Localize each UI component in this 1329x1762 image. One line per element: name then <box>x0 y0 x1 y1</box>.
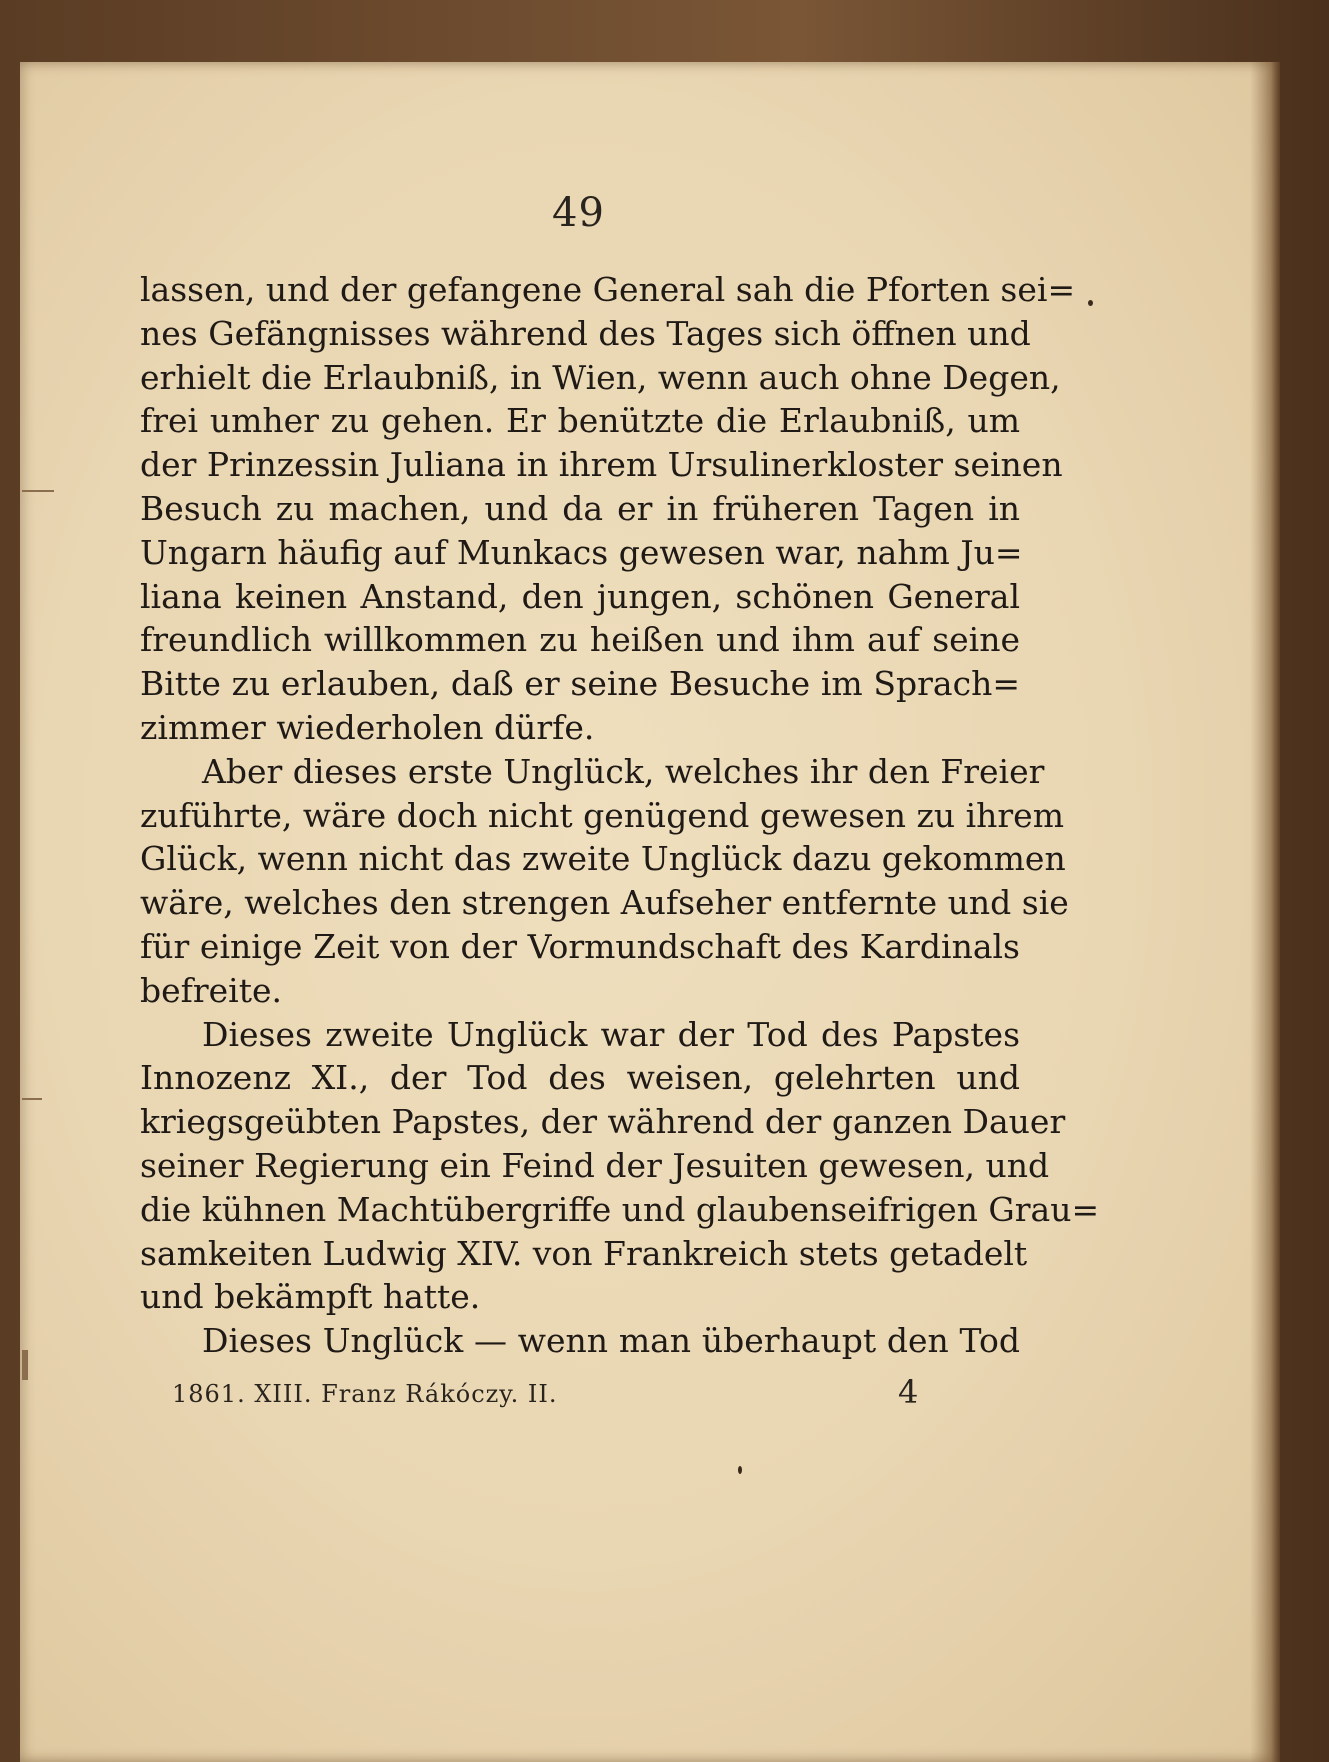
body-text <box>140 268 1100 1363</box>
text-line: Besuch zu machen, und da er in früheren Tagen in <box>140 488 1020 528</box>
text-line: für einige Zeit von der Vormundschaft des Kardinals <box>140 926 1020 966</box>
text-line: der Prinzessin Juliana in ihrem Ursulinerkloster seinen <box>140 445 1063 485</box>
text-line: seiner Regierung ein Feind der Jesuiten gewesen, und <box>140 1145 1050 1185</box>
text-line: Bitte zu erlauben, daß er seine Besuche im Sprach= <box>140 664 1020 704</box>
text-line: Glück, wenn nicht das zweite Unglück dazu gekommen <box>140 839 1066 879</box>
paragraph-start-line: Aber dieses erste Unglück, welches ihr den Freier <box>202 751 1045 791</box>
text-line: befreite. <box>140 970 283 1010</box>
text-line: frei umher zu gehen. Er benützte die Erlaubniß, um <box>140 401 1020 441</box>
sheet-number: 4 <box>898 1373 919 1411</box>
text-line: Ungarn häufig auf Munkacs gewesen war, nahm Ju= <box>140 532 1023 572</box>
paragraph-start-line: Dieses Unglück — wenn man überhaupt den Tod <box>202 1321 1020 1361</box>
text-line: die kühnen Machtübergriffe und glaubenseifrigen Grau= <box>140 1189 1100 1229</box>
text-line: und bekämpft hatte. <box>140 1277 481 1317</box>
text-line: nes Gefängnisses während des Tages sich öffnen und <box>140 313 1031 353</box>
text-line: freundlich willkommen zu heißen und ihm auf seine <box>140 620 1020 660</box>
text-line: lassen, und der gefangene General sah die Pforten sei= <box>140 270 1076 309</box>
text-line: kriegsgeübten Papstes, der während der ganzen Dauer <box>140 1102 1066 1142</box>
text-line: liana keinen Anstand, den jungen, schönen General <box>140 576 1020 616</box>
text-line: wäre, welches den strengen Aufseher entfernte und sie <box>140 883 1069 923</box>
printer-signature: 1861. XIII. Franz Rákóczy. II. <box>172 1380 558 1408</box>
ink-speck <box>1088 300 1093 306</box>
text-line: zuführte, wäre doch nicht genügend gewesen zu ihrem <box>140 795 1064 835</box>
text-line: samkeiten Ludwig XIV. von Frankreich stets getadelt <box>140 1233 1028 1273</box>
margin-tick-mark <box>22 490 54 492</box>
page-edge-shadow <box>1250 62 1280 1762</box>
text-line: erhielt die Erlaubniß, in Wien, wenn auch ohne Degen, <box>140 357 1061 397</box>
margin-tick-mark <box>22 1098 42 1100</box>
text-line: zimmer wiederholen dürfe. <box>140 707 595 747</box>
ink-speck <box>738 1466 742 1474</box>
margin-tick-mark <box>22 1350 28 1380</box>
page-number: 49 <box>552 190 605 236</box>
paragraph-start-line: Dieses zweite Unglück war der Tod des Papstes <box>202 1014 1020 1054</box>
text-line: Innozenz XI., der Tod des weisen, gelehrten und <box>140 1058 1020 1098</box>
